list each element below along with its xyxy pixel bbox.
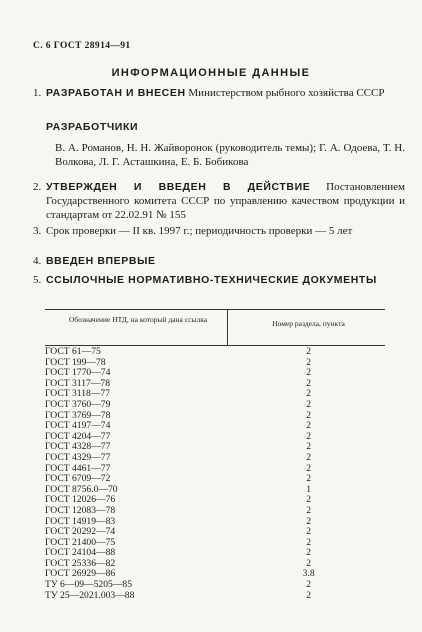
section-2	[33, 180, 405, 222]
page-header: С. 6 ГОСТ 28914—91	[33, 41, 131, 51]
table-cell-doc: ГОСТ 26929—86	[45, 568, 116, 580]
table-cell-section: 2	[306, 356, 312, 368]
table-row	[45, 400, 385, 411]
table-cell-section: 2	[306, 451, 312, 463]
table-cell-section: 2	[306, 441, 312, 453]
section-5	[33, 273, 405, 287]
table-cell-section: 2	[306, 473, 312, 485]
table-row	[45, 506, 385, 517]
table-cell-section: 2	[306, 547, 312, 559]
table-top-rule	[45, 309, 385, 310]
developers-heading: РАЗРАБОТЧИКИ	[46, 121, 139, 133]
section-1-number: 1.	[33, 87, 42, 99]
table-cell-section: 2	[306, 388, 312, 400]
table-cell-doc: ГОСТ 25336—82	[45, 557, 116, 569]
table-cell-doc: ГОСТ 4461—77	[45, 462, 111, 474]
table-cell-section: 2	[306, 494, 312, 506]
section-3	[33, 224, 405, 238]
table-cell-doc: ГОСТ 1770—74	[45, 367, 111, 379]
table-cell-doc: ГОСТ 12026—76	[45, 494, 116, 506]
section-3-number: 3.	[33, 225, 42, 237]
page-title: ИНФОРМАЦИОННЫЕ ДАННЫЕ	[111, 67, 311, 79]
section-1-lead: РАЗРАБОТАН И ВНЕСЕН	[46, 87, 186, 99]
table-cell-section: 2	[306, 346, 312, 357]
table-body	[45, 347, 385, 601]
table-row	[45, 453, 385, 464]
table-row	[45, 347, 385, 358]
table-cell-doc: ГОСТ 3769—78	[45, 409, 111, 421]
table-cell-section: 2	[306, 367, 312, 379]
table-cell-doc: ГОСТ 6709—72	[45, 473, 111, 485]
section-1-body	[46, 86, 405, 100]
table-cell-section: 2	[306, 409, 312, 421]
section-4	[33, 254, 405, 268]
table-cell-doc: ГОСТ 14919—83	[45, 515, 116, 527]
table-cell-doc: ГОСТ 3118—77	[45, 388, 111, 400]
table-cell-section: 2	[306, 536, 312, 548]
table-cell-doc: ГОСТ 61—75	[45, 346, 101, 357]
section-2-lead: УТВЕРЖДЕН И ВВЕДЕН В ДЕЙСТВИЕ	[46, 181, 311, 193]
table-cell-section: 2	[306, 515, 312, 527]
table-cell-section: 2	[306, 462, 312, 474]
table-cell-section: 1	[306, 483, 312, 495]
section-5-number: 5.	[33, 274, 42, 286]
section-3-text: Срок проверки — II кв. 1997 г.; периодичность проверки — 5 лет	[46, 225, 353, 237]
table-cell-section: 2	[306, 377, 312, 389]
table-cell-doc: ГОСТ 3760—79	[45, 398, 111, 410]
table-cell-doc: ГОСТ 12083—78	[45, 504, 116, 516]
section-2-body	[46, 180, 405, 222]
table-cell-section: 2	[306, 398, 312, 410]
table-cell-doc: ГОСТ 4197—74	[45, 420, 111, 432]
table-row	[45, 591, 385, 602]
table-cell-section: 2	[306, 557, 312, 569]
table-cell-doc: ГОСТ 199—78	[45, 356, 106, 368]
section-1	[33, 86, 405, 100]
table-cell-doc: ТУ 25—2021.003—88	[45, 589, 135, 601]
table-cell-section: 2	[306, 589, 312, 601]
developers-list: В. А. Романов, Н. Н. Жайворонок (руководитель темы); Г. А. Одоева, Т. Н. Волкова, Л. Г. Асташкина, Е. Б. Бобикова	[55, 142, 405, 168]
table-col1-header: Обозначение НТД, на который дана ссылка	[68, 315, 208, 324]
table-col2-header: Номер раздела, пункта	[272, 319, 345, 328]
section-5-lead: ССЫЛОЧНЫЕ НОРМАТИВНО-ТЕХНИЧЕСКИЕ ДОКУМЕНТЫ	[46, 274, 377, 286]
table-cell-doc: ГОСТ 3117—78	[45, 377, 111, 389]
table-cell-section: 3.8	[302, 568, 315, 580]
table-cell-doc: ТУ 6—09—5205—85	[45, 579, 133, 591]
table-cell-doc: ГОСТ 21400—75	[45, 536, 116, 548]
section-2-text: Постановлением Государственного комитета СССР по управлению качеством продукции и стандартам от 22.02.91 № 155	[46, 181, 406, 221]
table-cell-section: 2	[306, 420, 312, 432]
table-cell-section: 2	[306, 579, 312, 591]
table-cell-section: 2	[306, 526, 312, 538]
table-cell-doc: ГОСТ 8756.0—70	[45, 483, 118, 495]
table-cell-doc: ГОСТ 4204—77	[45, 430, 111, 442]
table-cell-doc: ГОСТ 4328—77	[45, 441, 111, 453]
section-4-lead: ВВЕДЕН ВПЕРВЫЕ	[46, 255, 156, 267]
table-cell-doc: ГОСТ 20292—74	[45, 526, 116, 538]
table-cell-doc: ГОСТ 4329—77	[45, 451, 111, 463]
table-cell-section: 2	[306, 430, 312, 442]
table-cell-section: 2	[306, 504, 312, 516]
section-4-number: 4.	[33, 255, 42, 267]
table-column-divider	[227, 309, 228, 345]
section-1-text: Министерством рыбного хозяйства СССР	[188, 87, 385, 99]
table-cell-doc: ГОСТ 24104—88	[45, 547, 116, 559]
section-2-number: 2.	[33, 181, 42, 193]
